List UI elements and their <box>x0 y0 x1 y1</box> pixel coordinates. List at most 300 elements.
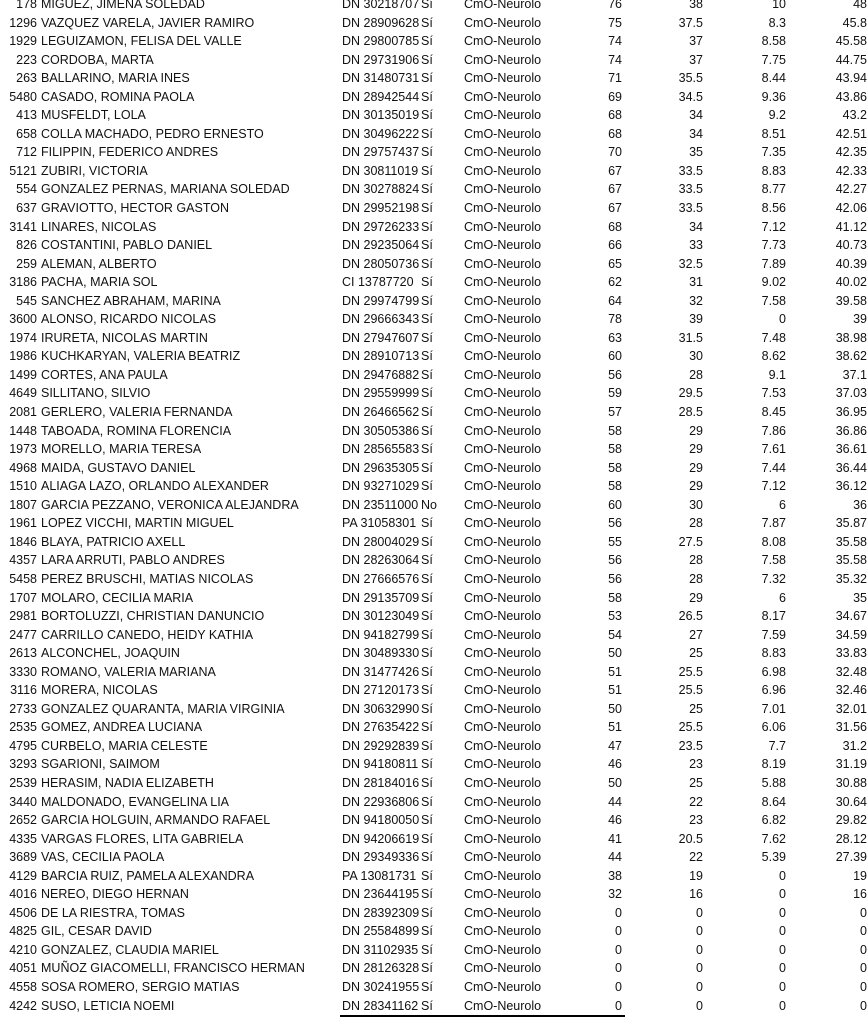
row-document: DN 28392309 <box>342 905 420 920</box>
row-flag: Sí <box>421 627 433 642</box>
row-value-3: 6 <box>779 590 786 605</box>
row-total: 19 <box>853 868 867 883</box>
row-total: 40.73 <box>835 238 867 253</box>
row-value-3: 7.62 <box>761 831 786 846</box>
row-value-1: 53 <box>608 609 622 624</box>
row-id: 637 <box>16 201 37 216</box>
row-name: BORTOLUZZI, CHRISTIAN DANUNCIO <box>41 609 265 624</box>
row-name: GONZALEZ, CLAUDIA MARIEL <box>41 942 219 957</box>
table-row <box>0 199 867 218</box>
row-id: 2477 <box>9 627 37 642</box>
row-value-2: 31 <box>689 275 703 290</box>
row-total: 30.88 <box>835 775 867 790</box>
row-value-1: 62 <box>608 275 622 290</box>
row-value-1: 50 <box>608 701 622 716</box>
row-specialty: CmO-Neurolo <box>464 571 542 586</box>
row-name: COLLA MACHADO, PEDRO ERNESTO <box>41 126 264 141</box>
row-value-1: 56 <box>608 516 622 531</box>
row-document: DN 25584899 <box>342 924 420 939</box>
row-specialty: CmO-Neurolo <box>464 275 542 290</box>
row-value-2: 26.5 <box>678 609 703 624</box>
table-row <box>0 681 867 700</box>
row-specialty: CmO-Neurolo <box>464 405 542 420</box>
row-value-3: 7.44 <box>761 460 786 475</box>
row-value-1: 32 <box>608 887 622 902</box>
row-flag: Sí <box>421 794 433 809</box>
row-total: 0 <box>860 924 867 939</box>
row-total: 0 <box>860 961 867 976</box>
row-value-1: 58 <box>608 460 622 475</box>
row-document: DN 27120173 <box>342 683 420 698</box>
table-row <box>0 885 867 904</box>
row-value-2: 27.5 <box>678 534 703 549</box>
row-value-3: 8.56 <box>761 201 786 216</box>
row-name: PACHA, MARIA SOL <box>41 275 158 290</box>
row-value-3: 8.17 <box>761 609 786 624</box>
row-name: GOMEZ, ANDREA LUCIANA <box>41 720 203 735</box>
row-id: 712 <box>16 145 37 160</box>
row-value-2: 29.5 <box>678 386 703 401</box>
row-name: PEREZ BRUSCHI, MATIAS NICOLAS <box>41 571 254 586</box>
row-flag: No <box>421 497 437 512</box>
row-id: 1929 <box>9 34 37 49</box>
row-specialty: CmO-Neurolo <box>464 163 542 178</box>
row-value-2: 28 <box>689 571 703 586</box>
table-row <box>0 162 867 181</box>
row-flag: Sí <box>421 219 433 234</box>
row-specialty: CmO-Neurolo <box>464 460 542 475</box>
row-id: 4129 <box>9 868 37 883</box>
row-total: 36.95 <box>835 405 867 420</box>
row-name: ALEMAN, ALBERTO <box>41 256 157 271</box>
row-value-2: 22 <box>689 794 703 809</box>
row-document: DN 28341162 <box>342 998 419 1013</box>
row-document: DN 29952198 <box>342 201 420 216</box>
row-value-2: 33.5 <box>678 163 703 178</box>
row-flag: Sí <box>421 590 433 605</box>
row-flag: Sí <box>421 683 433 698</box>
row-value-2: 25 <box>689 646 703 661</box>
row-specialty: CmO-Neurolo <box>464 423 542 438</box>
row-flag: Sí <box>421 553 433 568</box>
row-value-3: 7.86 <box>761 423 786 438</box>
row-id: 3141 <box>9 219 37 234</box>
row-total: 40.02 <box>835 275 867 290</box>
row-specialty: CmO-Neurolo <box>464 516 542 531</box>
row-total: 36.86 <box>835 423 867 438</box>
row-name: VARGAS FLORES, LITA GABRIELA <box>41 831 244 846</box>
row-specialty: CmO-Neurolo <box>464 850 542 865</box>
row-flag: Sí <box>421 293 433 308</box>
row-id: 1707 <box>9 590 37 605</box>
row-id: 4357 <box>9 553 37 568</box>
row-specialty: CmO-Neurolo <box>464 312 542 327</box>
row-value-1: 67 <box>608 201 622 216</box>
table-row <box>0 180 867 199</box>
row-value-3: 8.58 <box>761 34 786 49</box>
row-flag: Sí <box>421 757 433 772</box>
table-row <box>0 32 867 51</box>
row-flag: Sí <box>421 52 433 67</box>
row-specialty: CmO-Neurolo <box>464 924 542 939</box>
row-value-1: 44 <box>608 794 622 809</box>
row-id: 263 <box>16 71 37 86</box>
row-document: DN 94180811 <box>342 757 419 772</box>
row-total: 32.48 <box>835 664 867 679</box>
row-document: DN 29974799 <box>342 293 420 308</box>
row-value-2: 31.5 <box>678 330 703 345</box>
row-specialty: CmO-Neurolo <box>464 34 542 49</box>
row-value-3: 9.36 <box>761 89 786 104</box>
row-document: DN 29235064 <box>342 238 420 253</box>
row-document: DN 94180050 <box>342 813 420 828</box>
row-value-2: 30 <box>689 497 703 512</box>
row-value-1: 66 <box>608 238 622 253</box>
table-row <box>0 941 867 960</box>
row-total: 38.62 <box>835 349 867 364</box>
row-document: DN 28942544 <box>342 89 420 104</box>
row-specialty: CmO-Neurolo <box>464 553 542 568</box>
row-value-1: 0 <box>615 979 622 994</box>
row-value-1: 58 <box>608 590 622 605</box>
row-value-2: 0 <box>696 924 703 939</box>
row-specialty: CmO-Neurolo <box>464 979 542 994</box>
row-document: DN 28184016 <box>342 775 420 790</box>
row-name: COSTANTINI, PABLO DANIEL <box>41 238 213 253</box>
row-document: DN 23644195 <box>342 887 420 902</box>
row-name: SUSO, LETICIA NOEMI <box>41 998 175 1013</box>
row-name: ZUBIRI, VICTORIA <box>41 163 148 178</box>
row-document: DN 31480731 <box>342 71 420 86</box>
row-total: 0 <box>860 942 867 957</box>
row-specialty: CmO-Neurolo <box>464 868 542 883</box>
row-document: DN 27635422 <box>342 720 420 735</box>
row-document: DN 29559999 <box>342 386 420 401</box>
row-value-3: 0 <box>779 312 786 327</box>
table-row <box>0 236 867 255</box>
row-value-3: 7.73 <box>761 238 786 253</box>
row-document: DN 30489330 <box>342 646 420 661</box>
row-document: DN 28263064 <box>342 553 420 568</box>
row-total: 32.46 <box>835 683 867 698</box>
row-value-3: 6.98 <box>761 664 786 679</box>
row-value-1: 57 <box>608 405 622 420</box>
row-id: 1961 <box>9 516 37 531</box>
row-value-2: 33 <box>689 238 703 253</box>
row-name: VAS, CECILIA PAOLA <box>41 850 165 865</box>
row-specialty: CmO-Neurolo <box>464 887 542 902</box>
row-total: 36.44 <box>835 460 867 475</box>
table-row <box>0 755 867 774</box>
row-value-1: 0 <box>615 942 622 957</box>
row-document: DN 30241955 <box>342 979 420 994</box>
row-flag: Sí <box>421 126 433 141</box>
row-value-3: 8.83 <box>761 646 786 661</box>
row-value-2: 25.5 <box>678 720 703 735</box>
row-value-2: 37.5 <box>678 15 703 30</box>
row-document: DN 94206619 <box>342 831 420 846</box>
row-flag: Sí <box>421 887 433 902</box>
table-row <box>0 440 867 459</box>
row-id: 2733 <box>9 701 37 716</box>
row-total: 33.83 <box>835 646 867 661</box>
row-value-3: 0 <box>779 905 786 920</box>
row-total: 42.51 <box>835 126 867 141</box>
row-specialty: CmO-Neurolo <box>464 0 542 11</box>
row-document: DN 29349336 <box>342 850 420 865</box>
row-flag: Sí <box>421 256 433 271</box>
row-document: DN 31477426 <box>342 664 420 679</box>
row-document: DN 30123049 <box>342 609 420 624</box>
row-value-2: 37 <box>689 34 703 49</box>
row-value-2: 0 <box>696 979 703 994</box>
row-id: 826 <box>16 238 37 253</box>
row-value-3: 7.12 <box>761 219 786 234</box>
row-value-2: 29 <box>689 423 703 438</box>
row-value-3: 7.7 <box>768 738 786 753</box>
row-name: MAIDA, GUSTAVO DANIEL <box>41 460 196 475</box>
row-flag: Sí <box>421 664 433 679</box>
row-id: 1448 <box>9 423 37 438</box>
row-specialty: CmO-Neurolo <box>464 15 542 30</box>
row-specialty: CmO-Neurolo <box>464 683 542 698</box>
row-name: MUSFELDT, LOLA <box>41 108 146 123</box>
row-id: 3116 <box>10 683 37 698</box>
row-value-2: 16 <box>689 887 703 902</box>
row-specialty: CmO-Neurolo <box>464 108 542 123</box>
row-specialty: CmO-Neurolo <box>464 590 542 605</box>
row-flag: Sí <box>421 831 433 846</box>
row-name: SGARIONI, SAIMOM <box>41 757 160 772</box>
table-row <box>0 125 867 144</box>
row-total: 37.03 <box>835 386 867 401</box>
row-id: 259 <box>16 256 37 271</box>
table-row <box>0 663 867 682</box>
row-value-1: 51 <box>608 683 622 698</box>
row-document: DN 30278824 <box>342 182 420 197</box>
row-value-2: 23 <box>689 813 703 828</box>
row-value-3: 0 <box>779 961 786 976</box>
row-document: DN 28050736 <box>342 256 420 271</box>
row-value-3: 0 <box>779 887 786 902</box>
row-value-2: 25.5 <box>678 664 703 679</box>
row-value-1: 60 <box>608 497 622 512</box>
row-name: KUCHKARYAN, VALERIA BEATRIZ <box>41 349 241 364</box>
row-total: 30.64 <box>835 794 867 809</box>
row-name: GARCIA HOLGUIN, ARMANDO RAFAEL <box>41 813 271 828</box>
row-flag: Sí <box>421 238 433 253</box>
row-value-2: 20.5 <box>678 831 703 846</box>
table-row <box>0 793 867 812</box>
row-id: 3293 <box>9 757 37 772</box>
row-value-3: 5.88 <box>761 775 786 790</box>
row-id: 2535 <box>9 720 37 735</box>
row-value-3: 8.44 <box>761 71 786 86</box>
row-value-1: 74 <box>608 34 622 49</box>
row-value-1: 60 <box>608 349 622 364</box>
row-value-2: 25.5 <box>678 683 703 698</box>
table-row <box>0 0 867 14</box>
row-flag: Sí <box>421 163 433 178</box>
row-name: LINARES, NICOLAS <box>41 219 157 234</box>
row-document: PA 13081731 <box>342 868 417 883</box>
row-specialty: CmO-Neurolo <box>464 256 542 271</box>
row-value-1: 56 <box>608 571 622 586</box>
row-value-3: 7.12 <box>761 479 786 494</box>
row-document: DN 27666576 <box>342 571 420 586</box>
row-name: LOPEZ VICCHI, MARTIN MIGUEL <box>41 516 234 531</box>
row-specialty: CmO-Neurolo <box>464 998 542 1013</box>
table-row <box>0 88 867 107</box>
row-specialty: CmO-Neurolo <box>464 497 542 512</box>
row-document: DN 93271029 <box>342 479 420 494</box>
row-value-2: 25 <box>689 701 703 716</box>
row-value-2: 33.5 <box>678 182 703 197</box>
row-value-2: 33.5 <box>678 201 703 216</box>
row-value-2: 23.5 <box>678 738 703 753</box>
row-document: DN 23511000 <box>342 497 419 512</box>
row-value-1: 78 <box>608 312 622 327</box>
row-id: 1296 <box>9 15 37 30</box>
row-document: DN 29726233 <box>342 219 420 234</box>
row-total: 42.27 <box>835 182 867 197</box>
row-document: DN 29135709 <box>342 590 420 605</box>
row-value-1: 68 <box>608 108 622 123</box>
row-document: DN 29666343 <box>342 312 420 327</box>
row-id: 2652 <box>9 813 37 828</box>
row-specialty: CmO-Neurolo <box>464 349 542 364</box>
row-flag: Sí <box>421 34 433 49</box>
row-flag: Sí <box>421 813 433 828</box>
row-total: 34.67 <box>835 609 867 624</box>
row-flag: Sí <box>421 15 433 30</box>
row-value-2: 28 <box>689 516 703 531</box>
row-name: MORERA, NICOLAS <box>41 683 158 698</box>
row-id: 4558 <box>9 979 37 994</box>
row-specialty: CmO-Neurolo <box>464 367 542 382</box>
row-value-2: 35 <box>689 145 703 160</box>
row-total: 39 <box>853 312 867 327</box>
row-total: 31.56 <box>835 720 867 735</box>
row-document: DN 29476882 <box>342 367 420 382</box>
row-value-3: 7.32 <box>761 571 786 586</box>
row-value-3: 8.08 <box>761 534 786 549</box>
row-name: CORTES, ANA PAULA <box>41 367 168 382</box>
row-value-2: 28.5 <box>678 405 703 420</box>
row-value-1: 56 <box>608 367 622 382</box>
row-value-3: 7.35 <box>761 145 786 160</box>
row-value-3: 7.59 <box>761 627 786 642</box>
row-value-2: 34 <box>689 126 703 141</box>
row-total: 44.75 <box>835 52 867 67</box>
row-value-1: 58 <box>608 479 622 494</box>
row-flag: Sí <box>421 386 433 401</box>
row-value-1: 46 <box>608 757 622 772</box>
row-total: 36 <box>853 497 867 512</box>
row-value-3: 8.45 <box>761 405 786 420</box>
row-flag: Sí <box>421 405 433 420</box>
row-document: DN 30218707 <box>342 0 420 11</box>
row-value-2: 28 <box>689 367 703 382</box>
row-document: DN 31102935 <box>342 942 419 957</box>
row-id: 1986 <box>9 349 37 364</box>
row-name: CORDOBA, MARTA <box>41 52 154 67</box>
row-value-3: 7.75 <box>761 52 786 67</box>
table-row <box>0 366 867 385</box>
row-name: HERASIM, NADIA ELIZABETH <box>41 775 214 790</box>
row-value-3: 8.19 <box>761 757 786 772</box>
row-value-3: 7.53 <box>761 386 786 401</box>
row-value-3: 8.83 <box>761 163 786 178</box>
row-value-1: 51 <box>608 720 622 735</box>
row-id: 4210 <box>9 942 37 957</box>
row-document: DN 28910713 <box>342 349 420 364</box>
row-value-1: 71 <box>608 71 622 86</box>
row-total: 36.61 <box>835 442 867 457</box>
row-specialty: CmO-Neurolo <box>464 701 542 716</box>
row-name: SILLITANO, SILVIO <box>41 386 151 401</box>
row-value-1: 67 <box>608 182 622 197</box>
row-id: 658 <box>16 126 37 141</box>
row-flag: Sí <box>421 460 433 475</box>
table-row <box>0 422 867 441</box>
row-document: DN 29292839 <box>342 738 420 753</box>
row-flag: Sí <box>421 571 433 586</box>
row-value-3: 7.61 <box>761 442 786 457</box>
row-total: 0 <box>860 905 867 920</box>
row-specialty: CmO-Neurolo <box>464 646 542 661</box>
table-row <box>0 347 867 366</box>
row-flag: Sí <box>421 182 433 197</box>
row-id: 4649 <box>9 386 37 401</box>
table-row <box>0 533 867 552</box>
row-value-3: 7.58 <box>761 553 786 568</box>
row-name: MUÑOZ GIACOMELLI, FRANCISCO HERMAN <box>41 961 305 976</box>
row-flag: Sí <box>421 89 433 104</box>
row-flag: Sí <box>421 646 433 661</box>
row-value-3: 6.82 <box>761 813 786 828</box>
row-name: MORELLO, MARIA TERESA <box>41 442 202 457</box>
row-name: ALONSO, RICARDO NICOLAS <box>41 312 217 327</box>
row-id: 554 <box>16 182 37 197</box>
row-total: 45.8 <box>842 15 867 30</box>
row-total: 16 <box>853 887 867 902</box>
row-total: 35.58 <box>835 534 867 549</box>
row-document: DN 30632990 <box>342 701 420 716</box>
row-value-1: 50 <box>608 646 622 661</box>
row-flag: Sí <box>421 609 433 624</box>
row-id: 2081 <box>9 405 37 420</box>
row-flag: Sí <box>421 108 433 123</box>
row-value-1: 76 <box>608 0 622 11</box>
table-row <box>0 51 867 70</box>
row-document: DN 29731906 <box>342 52 420 67</box>
row-specialty: CmO-Neurolo <box>464 961 542 976</box>
row-id: 223 <box>16 52 37 67</box>
table-row <box>0 626 867 645</box>
row-specialty: CmO-Neurolo <box>464 145 542 160</box>
table-row <box>0 310 867 329</box>
row-total: 42.06 <box>835 201 867 216</box>
row-value-3: 6 <box>779 497 786 512</box>
row-name: MOLARO, CECILIA MARIA <box>41 590 194 605</box>
row-total: 0 <box>860 998 867 1013</box>
row-document: DN 26466562 <box>342 405 420 420</box>
row-id: 178 <box>16 0 37 11</box>
row-flag: Sí <box>421 201 433 216</box>
table-row <box>0 700 867 719</box>
row-flag: Sí <box>421 442 433 457</box>
